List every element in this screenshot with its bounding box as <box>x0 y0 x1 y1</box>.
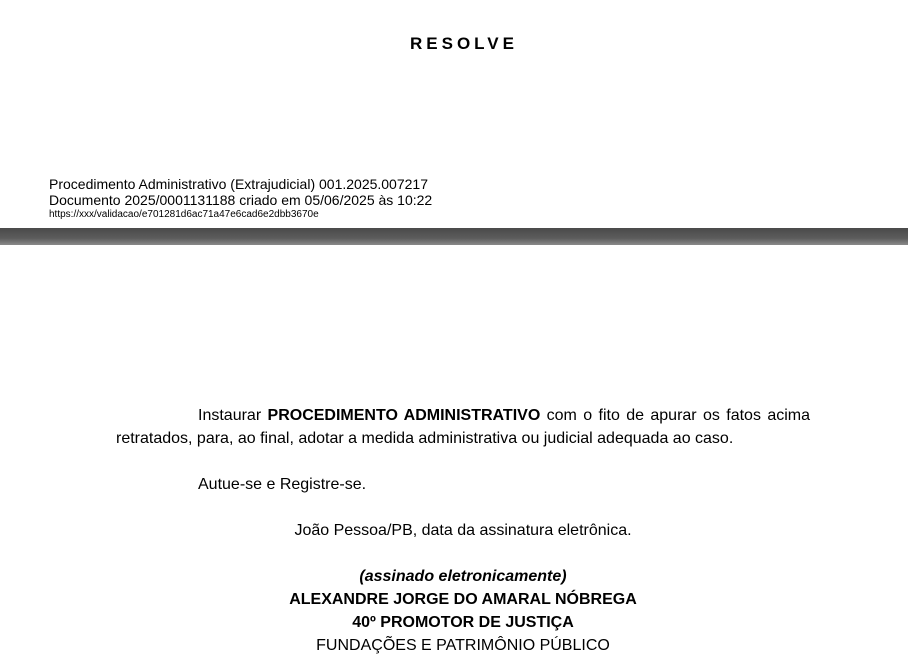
document-page-top <box>0 0 908 228</box>
document-page-bottom <box>0 245 908 672</box>
signer-department: FUNDAÇÕES E PATRIMÔNIO PÚBLICO <box>316 637 610 654</box>
footer-validation-url[interactable]: https://xxx/validacao/e701281d6ac71a47e6cad6e2dbb3670e <box>49 209 319 220</box>
footer-document: Documento 2025/0001131188 criado em 05/06/2025 às 10:22 <box>49 192 433 208</box>
footer-procedure: Procedimento Administrativo (Extrajudicial) 001.2025.007217 <box>49 176 428 192</box>
signer-role: 40º PROMOTOR DE JUSTIÇA <box>352 614 574 631</box>
signer-name: ALEXANDRE JORGE DO AMARAL NÓBREGA <box>289 591 637 608</box>
page-separator <box>0 228 908 245</box>
paragraph-instaurar-prefix: Instaurar <box>198 407 268 424</box>
paragraph-instaurar-bold: PROCEDIMENTO ADMINISTRATIVO <box>267 407 541 424</box>
paragraph-instaurar-suffix: com o fito de apurar os fatos acima retratados, para, ao final, adotar a medida administrativa ou judicial adequada ao caso. <box>116 407 810 447</box>
document-footer <box>49 176 432 221</box>
paragraph-autue: Autue-se e Registre-se. <box>198 476 367 493</box>
paragraph-instaurar <box>116 404 810 450</box>
signature-note: (assinado eletronicamente) <box>359 568 567 585</box>
resolve-heading: RESOLVE <box>410 34 518 53</box>
place-date: João Pessoa/PB, data da assinatura eletrônica. <box>294 522 632 539</box>
